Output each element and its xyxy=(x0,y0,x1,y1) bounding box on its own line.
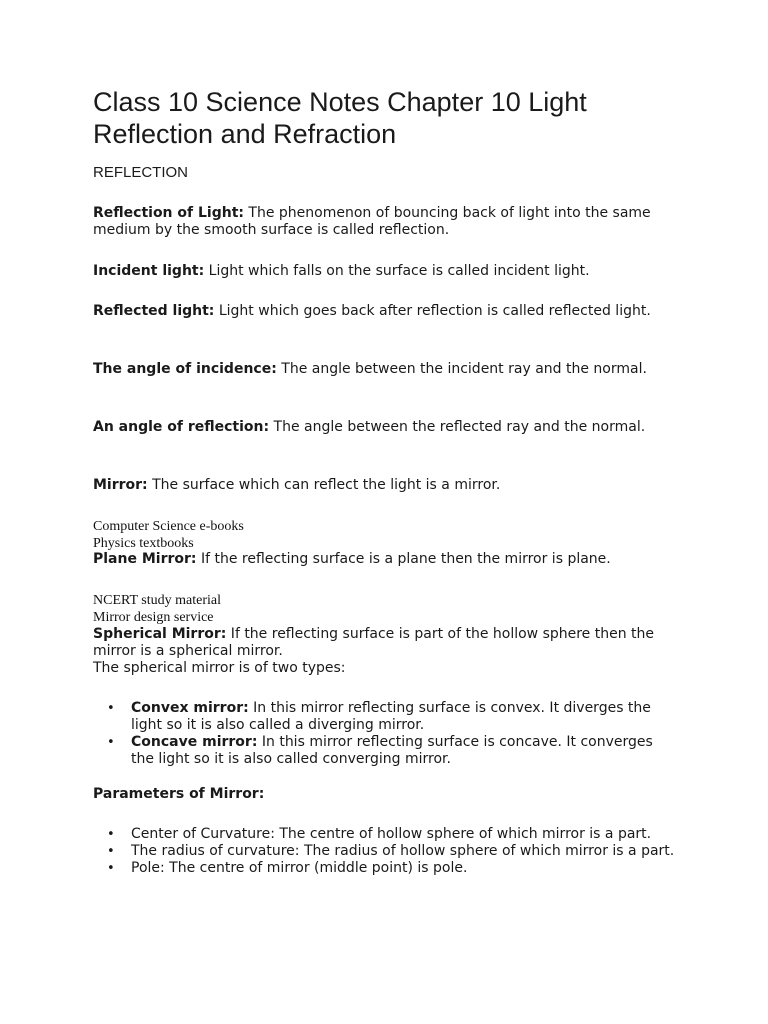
definition-term: Reflection of Light: xyxy=(93,205,244,221)
definition-text: The surface which can reflect the light is a mirror. xyxy=(147,477,501,493)
definition-text: Light which falls on the surface is called incident light. xyxy=(204,263,590,279)
list-item-convex-mirror xyxy=(93,700,678,734)
definition-term: Reflected light: xyxy=(93,303,215,319)
list-item-concave-mirror xyxy=(93,734,678,768)
list-item-term: Convex mirror: xyxy=(131,700,249,716)
definition-term: Plane Mirror: xyxy=(93,551,197,567)
definition-text: If the reflecting surface is part of the hollow sphere then the mirror is a spherical mirror. xyxy=(93,626,655,659)
definition-term: Mirror: xyxy=(93,477,148,493)
ad-link-ncert-study-material[interactable]: NCERT study material xyxy=(93,593,221,608)
definition-text: The angle between the reflected ray and the normal. xyxy=(269,419,646,435)
list-item-center-of-curvature: • Center of Curvature: The centre of hollow sphere of which mirror is a part. xyxy=(93,826,678,843)
definition-term: Incident light: xyxy=(93,263,205,279)
definition-plane-mirror xyxy=(93,551,678,568)
definition-term: An angle of reflection: xyxy=(93,419,270,435)
definition-incident-light xyxy=(93,263,678,280)
ad-link-mirror-design-service[interactable]: Mirror design service xyxy=(93,610,214,625)
spherical-types-intro: The spherical mirror is of two types: xyxy=(93,660,346,676)
definition-text: If the reflecting surface is a plane then the mirror is plane. xyxy=(196,551,611,567)
parameters-heading xyxy=(93,786,678,803)
list-item-text: In this mirror reflecting surface is concave. It converges the light so it is also called converging mirror. xyxy=(131,734,653,767)
definition-text: The phenomenon of bouncing back of light into the same medium by the smooth surface is called reflection. xyxy=(93,205,651,238)
definition-angle-of-reflection xyxy=(93,419,678,436)
definition-angle-of-incidence xyxy=(93,361,678,378)
definition-spherical-mirror xyxy=(93,626,678,677)
definition-reflected-light xyxy=(93,303,678,320)
definition-mirror xyxy=(93,477,678,494)
list-item-radius-of-curvature: • The radius of curvature: The radius of hollow sphere of which mirror is a part. xyxy=(93,843,678,860)
page-title: Class 10 Science Notes Chapter 10 Light Reflection and Refraction xyxy=(93,87,587,149)
definition-text: The angle between the incident ray and the normal. xyxy=(276,361,647,377)
ad-link-physics-textbooks[interactable]: Physics textbooks xyxy=(93,536,194,551)
mirror-types-list xyxy=(93,700,678,768)
definition-term: Spherical Mirror: xyxy=(93,626,227,642)
definition-reflection-of-light xyxy=(93,205,678,239)
list-item-term: Concave mirror: xyxy=(131,734,258,750)
list-item-pole: • Pole: The centre of mirror (middle point) is pole. xyxy=(93,860,678,877)
section-heading: REFLECTION xyxy=(93,164,189,181)
ad-link-computer-science-ebooks[interactable]: Computer Science e-books xyxy=(93,519,244,534)
parameters-heading-text: Parameters of Mirror: xyxy=(93,786,265,802)
definition-term: The angle of incidence: xyxy=(93,361,277,377)
list-item-text: In this mirror reflecting surface is convex. It diverges the light so it is also called a diverging mirror. xyxy=(131,700,651,733)
definition-text: Light which goes back after reflection is called reflected light. xyxy=(214,303,651,319)
parameters-list xyxy=(93,826,678,877)
